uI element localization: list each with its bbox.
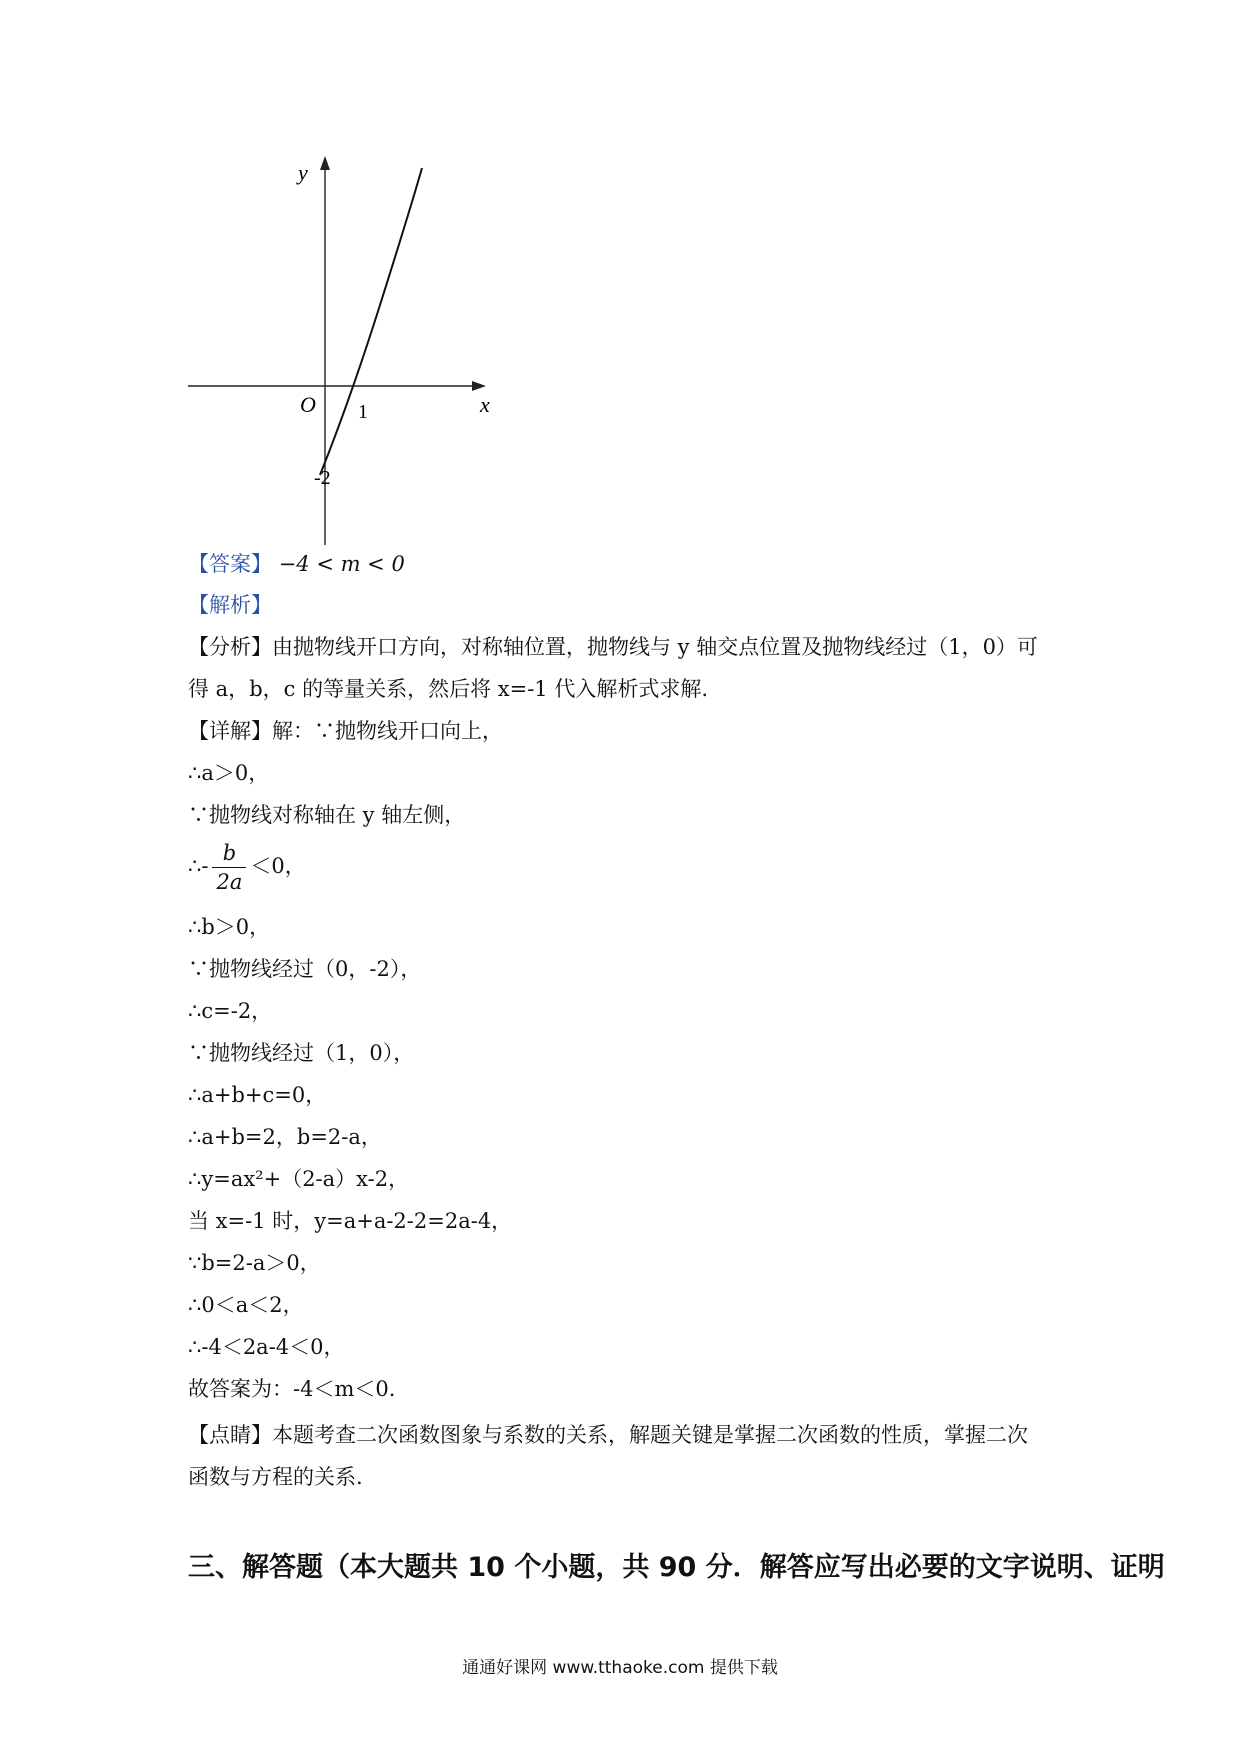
answer-line <box>188 549 1058 579</box>
comment-text-1: 本题考查二次函数图象与系数的关系，解题关键是掌握二次函数的性质，掌握二次 <box>272 1423 1028 1447</box>
fraction-prefix: ∴- <box>188 854 209 878</box>
fraction-suffix: ＜0， <box>250 854 306 878</box>
y-axis-label: y <box>298 160 308 185</box>
detail-step: ∵b=2-a＞0， <box>188 1251 321 1275</box>
parabola-curve <box>320 168 422 475</box>
detail-step: ∴a＞0， <box>188 761 270 785</box>
detail-step: ∵抛物线对称轴在 y 轴左侧， <box>188 803 466 827</box>
comment-line-2: 函数与方程的关系. <box>188 1465 363 1489</box>
y-tick-label: -2 <box>314 467 331 489</box>
detail-step: ∴-4＜2a-4＜0， <box>188 1335 345 1359</box>
detail-step: ∴a+b=2，b=2-a， <box>188 1125 382 1149</box>
detail-step: ∴y=ax²+（2-a）x-2， <box>188 1167 410 1191</box>
analysis-line-1 <box>188 632 1058 662</box>
detail-intro: 解：∵抛物线开口向上， <box>272 719 503 743</box>
detail-step: ∴c=-2， <box>188 999 273 1023</box>
comment-tag: 【点睛】 <box>188 1423 272 1447</box>
parabola-graph <box>180 150 520 550</box>
origin-label: O <box>300 392 316 417</box>
final-answer-line: 故答案为：-4＜m＜0. <box>188 1377 396 1401</box>
fraction <box>212 839 246 896</box>
analysis-line-2: 得 a，b，c 的等量关系，然后将 x=-1 代入解析式求解. <box>188 677 708 701</box>
section-heading: 三、解答题（本大题共 10 个小题，共 90 分．解答应写出必要的文字说明、证明 <box>188 1552 1165 1583</box>
detail-step: ∴0＜a＜2， <box>188 1293 304 1317</box>
x-tick-label: 1 <box>358 401 368 423</box>
fraction-numerator: b <box>212 839 246 868</box>
analysis-tag: 【分析】 <box>188 635 272 659</box>
detail-line <box>188 716 1058 746</box>
y-axis-arrow <box>320 156 330 170</box>
analysis-heading: 【解析】 <box>188 593 272 617</box>
detail-step: 当 x=-1 时，y=a+a-2-2=2a-4， <box>188 1209 513 1233</box>
page-footer: 通通好课网 www.tthaoke.com 提供下载 <box>462 1658 778 1678</box>
answer-tag: 【答案】 <box>188 552 272 576</box>
x-axis-arrow <box>472 381 486 391</box>
detail-tag: 【详解】 <box>188 719 272 743</box>
fraction-denominator: 2a <box>216 870 243 894</box>
detail-step: ∵抛物线经过（0，-2）， <box>188 957 422 981</box>
comment-line-1 <box>188 1420 1058 1450</box>
detail-step: ∴a+b+c=0， <box>188 1083 327 1107</box>
detail-step: ∴b＞0， <box>188 915 271 939</box>
answer-text: −4 < m < 0 <box>278 552 405 576</box>
x-axis-label: x <box>480 392 490 417</box>
fraction-line <box>188 838 1058 896</box>
detail-step: ∵抛物线经过（1，0）， <box>188 1041 415 1065</box>
analysis-text-1: 由抛物线开口方向，对称轴位置，抛物线与 y 轴交点位置及抛物线经过（1，0）可 <box>272 635 1038 659</box>
